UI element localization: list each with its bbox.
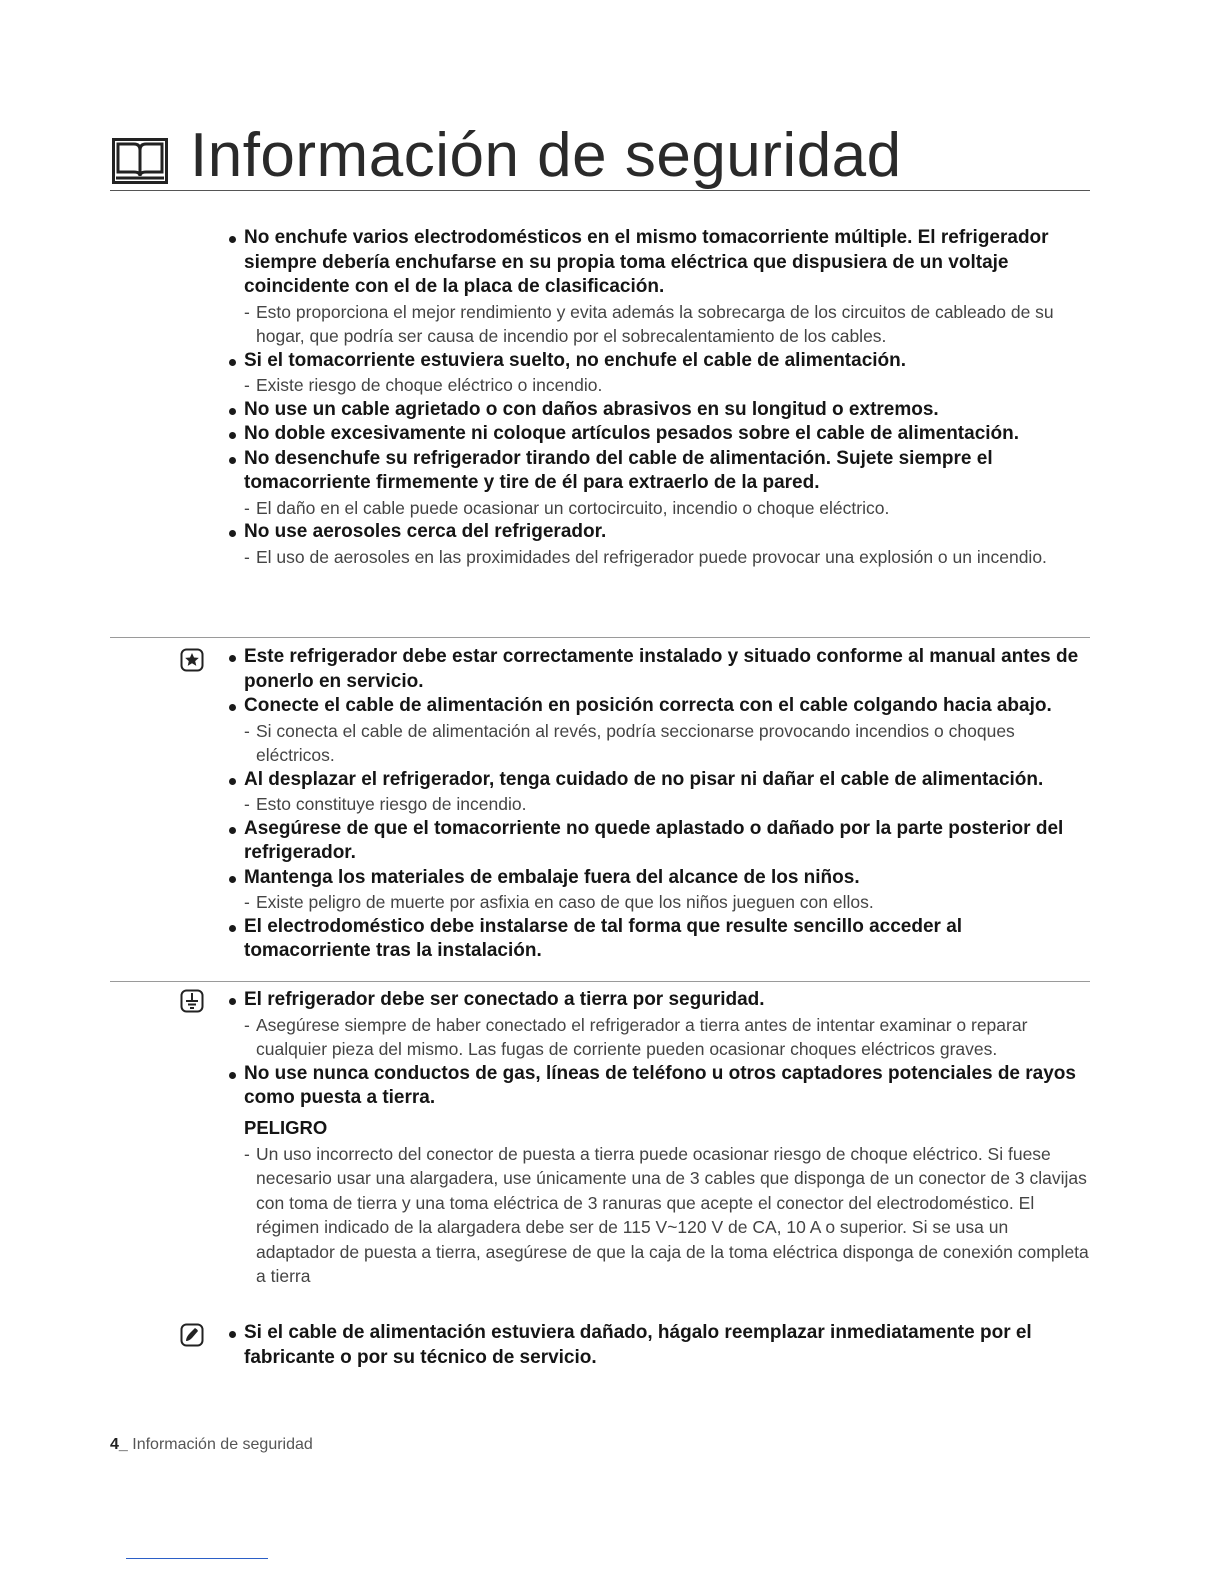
explanation-note: - Si conecta el cable de alimentación al revés, podría seccionarse provocando incendios o choques eléctricos. — [228, 719, 1090, 768]
bullet-point — [228, 866, 1090, 891]
bullet-point — [228, 520, 1090, 545]
instruction-text: Asegúrese de que el tomacorriente no quede aplastado o dañado por la parte posterior del refrigerador. — [244, 817, 1064, 863]
instruction-text: No desenchufe su refrigerador tirando del cable de alimentación. Sujete siempre el tomacorriente firmemente y tire de él para extraerlo de la pared. — [244, 447, 993, 493]
instruction-text: Si el cable de alimentación estuviera dañado, hágalo reemplazar inmediatamente por el fabricante o por su técnico de servicio. — [244, 1322, 1032, 1368]
bullet-point — [228, 1062, 1090, 1111]
footer-label: Información de seguridad — [132, 1436, 313, 1453]
bullet-point — [228, 447, 1090, 496]
safety-item — [228, 817, 1090, 866]
safety-section-installation — [110, 637, 1090, 964]
explanation-note: - Esto proporciona el mejor rendimiento y evita además la sobrecarga de los circuitos de cableado de su hogar, que podría ser causa de incendio por el sobrecalentamiento de los cables. — [228, 300, 1090, 349]
bullet-point — [228, 422, 1090, 447]
safety-section-grounding — [110, 981, 1090, 1289]
safety-item — [228, 422, 1090, 447]
page-title: Información de seguridad — [190, 121, 902, 190]
instruction-text: El refrigerador debe ser conectado a tierra por seguridad. — [244, 989, 765, 1010]
safety-section-power — [110, 226, 1090, 569]
safety-item — [228, 226, 1090, 349]
page-header — [110, 121, 1090, 191]
manual-book-icon — [112, 138, 168, 184]
instruction-text: Si el tomacorriente estuviera suelto, no enchufe el cable de alimentación. — [244, 349, 907, 371]
safety-item — [228, 1321, 1090, 1370]
safety-item — [228, 694, 1090, 768]
safety-section-service — [110, 1321, 1090, 1370]
safety-item — [228, 447, 1090, 521]
safety-item — [228, 520, 1090, 569]
bullet-point — [228, 694, 1090, 719]
phone-service-icon — [180, 1323, 204, 1347]
bullet-point — [228, 817, 1090, 866]
danger-label: PELIGRO — [244, 1116, 328, 1138]
explanation-note: - Esto constituye riesgo de incendio. — [228, 792, 1090, 817]
explanation-note: - El uso de aerosoles en las proximidades del refrigerador puede provocar una explosión o un incendio. — [228, 545, 1090, 570]
safety-item — [228, 988, 1090, 1062]
danger-note: - Un uso incorrecto del conector de puesta a tierra puede ocasionar riesgo de choque eléctrico. Si fuese necesario usar una alargadera, use únicamente una de 3 cables que disponga de un conector de 3 clavijas con toma de tierra y una toma eléctrica de 3 ranuras que acepte el conector del electrodoméstico. El régimen indicado de la alargadera debe ser de 115 V~120 V de CA, 10 A o superior. Si se usa un adaptador de puesta a tierra, asegúrese de que la caja de la toma eléctrica disponga de conexión completa a tierra — [228, 1142, 1090, 1289]
safety-item — [228, 645, 1090, 694]
bullet-point — [228, 645, 1090, 694]
instruction-text: Conecte el cable de alimentación en posición correcta con el cable colgando hacia abajo. — [244, 695, 1052, 716]
instruction-text: No enchufe varios electrodomésticos en el mismo tomacorriente múltiple. El refrigerador siempre debería enchufarse en su propia toma eléctrica que dispusiera de un voltaje coincidente con el de la placa de clasificación. — [244, 227, 1049, 297]
instruction-text: Este refrigerador debe estar correctamente instalado y situado conforme al manual antes de ponerlo en servicio. — [244, 646, 1079, 692]
grounding-icon — [180, 989, 204, 1013]
instruction-text: No use aerosoles cerca del refrigerador. — [244, 521, 607, 542]
instruction-text: Al desplazar el refrigerador, tenga cuidado de no pisar ni dañar el cable de alimentación. — [244, 768, 1044, 790]
instruction-text: No use un cable agrietado o con daños abrasivos en su longitud o extremos. — [244, 398, 939, 420]
instruction-text: No doble excesivamente ni coloque artículos pesados sobre el cable de alimentación. — [244, 423, 1020, 444]
bullet-point — [228, 398, 1090, 423]
explanation-note: - El daño en el cable puede ocasionar un cortocircuito, incendio o choque eléctrico. — [228, 496, 1090, 521]
explanation-note: - Existe peligro de muerte por asfixia en caso de que los niños jueguen con ellos. — [228, 890, 1090, 915]
bullet-point — [228, 349, 1090, 374]
bottom-rule — [126, 1558, 268, 1559]
explanation-note: - Existe riesgo de choque eléctrico o incendio. — [228, 373, 1090, 398]
safety-item — [228, 398, 1090, 423]
page-number: 4_ — [110, 1436, 128, 1453]
safety-item — [228, 1062, 1090, 1289]
safety-item — [228, 915, 1090, 964]
bullet-point — [228, 915, 1090, 964]
explanation-note: - Asegúrese siempre de haber conectado el refrigerador a tierra antes de intentar examinar o reparar cualquier pieza del mismo. Las fugas de corriente pueden ocasionar choques eléctricos graves. — [228, 1013, 1090, 1062]
bullet-point — [228, 988, 1090, 1013]
page-footer — [110, 1436, 313, 1454]
instruction-text: No use nunca conductos de gas, líneas de teléfono u otros captadores potenciales de rayos como puesta a tierra. — [244, 1062, 1076, 1108]
bullet-point — [228, 226, 1090, 300]
instruction-text: Mantenga los materiales de embalaje fuera del alcance de los niños. — [244, 866, 860, 888]
star-note-icon — [180, 648, 204, 672]
safety-item — [228, 349, 1090, 398]
bullet-point — [228, 768, 1090, 793]
instruction-text: El electrodoméstico debe instalarse de tal forma que resulte sencillo acceder al tomacorriente tras la instalación. — [244, 915, 963, 961]
bullet-point — [228, 1321, 1090, 1370]
safety-item — [228, 768, 1090, 817]
safety-item — [228, 866, 1090, 915]
